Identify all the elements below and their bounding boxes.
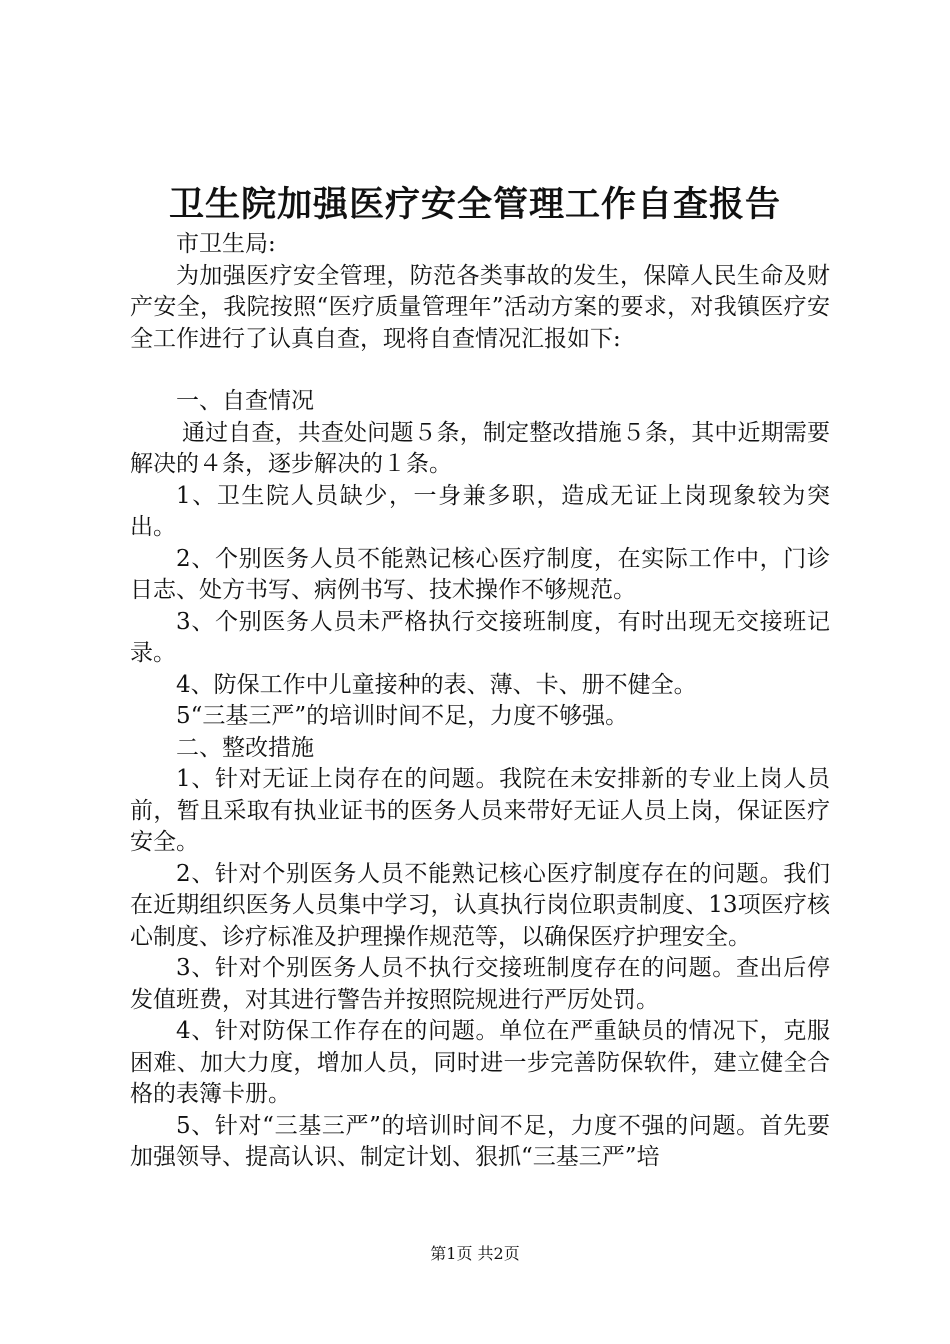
- paragraph-gap: [130, 355, 830, 386]
- document-body: [130, 229, 830, 1174]
- section2-item: 4、针对防保工作存在的问题。单位在严重缺员的情况下，克服困难、加大力度，增加人员，同时进一步完善防保软件，建立健全合格的表簿卡册。: [130, 1018, 830, 1107]
- section2-item: 5、针对“三基三严”的培训时间不足，力度不强的问题。首先要加强领导、提高认识、制定计划、狠抓“三基三严”培: [130, 1112, 830, 1170]
- section1-item: 1、卫生院人员缺少，一身兼多职，造成无证上岗现象较为突出。: [130, 482, 830, 540]
- section1-summary: 通过自查，共查处问题５条，制定整改措施５条，其中近期需要解决的４条，逐步解决的１条。: [130, 419, 830, 477]
- recipient-line: 市卫生局:: [176, 231, 276, 257]
- document-title: 卫生院加强医疗安全管理工作自查报告: [168, 184, 781, 225]
- section1-heading: 一、自查情况: [176, 388, 314, 414]
- section1-item: 4、防保工作中儿童接种的表、薄、卡、册不健全。: [176, 671, 697, 698]
- section2-item: 3、针对个别医务人员不执行交接班制度存在的问题。查出后停发值班费，对其进行警告并按照院规进行严厉处罚。: [130, 955, 830, 1013]
- section1-item: 3、个别医务人员未严格执行交接班制度，有时出现无交接班记录。: [130, 608, 830, 666]
- intro-paragraph: 为加强医疗安全管理，防范各类事故的发生，保障人民生命及财产安全，我院按照“医疗质量管理年”活动方案的要求，对我镇医疗安全工作进行了认真自查，现将自查情况汇报如下:: [130, 262, 830, 352]
- section1-item: 5“三基三严”的培训时间不足，力度不够强。: [176, 703, 629, 729]
- page-number-footer: 第1页 共2页: [430, 1244, 520, 1263]
- section2-item: 2、针对个别医务人员不能熟记核心医疗制度存在的问题。我们在近期组织医务人员集中学习，认真执行岗位职责制度、13项医疗核心制度、诊疗标准及护理操作规范等，以确保医疗护理安全。: [130, 860, 830, 950]
- section1-item: 2、个别医务人员不能熟记核心医疗制度，在实际工作中，门诊日志、处方书写、病例书写、技术操作不够规范。: [130, 545, 830, 603]
- section2-item: 1、针对无证上岗存在的问题。我院在未安排新的专业上岗人员前，暂且采取有执业证书的医务人员来带好无证人员上岗，保证医疗安全。: [130, 766, 830, 855]
- section2-heading: 二、整改措施: [176, 734, 314, 761]
